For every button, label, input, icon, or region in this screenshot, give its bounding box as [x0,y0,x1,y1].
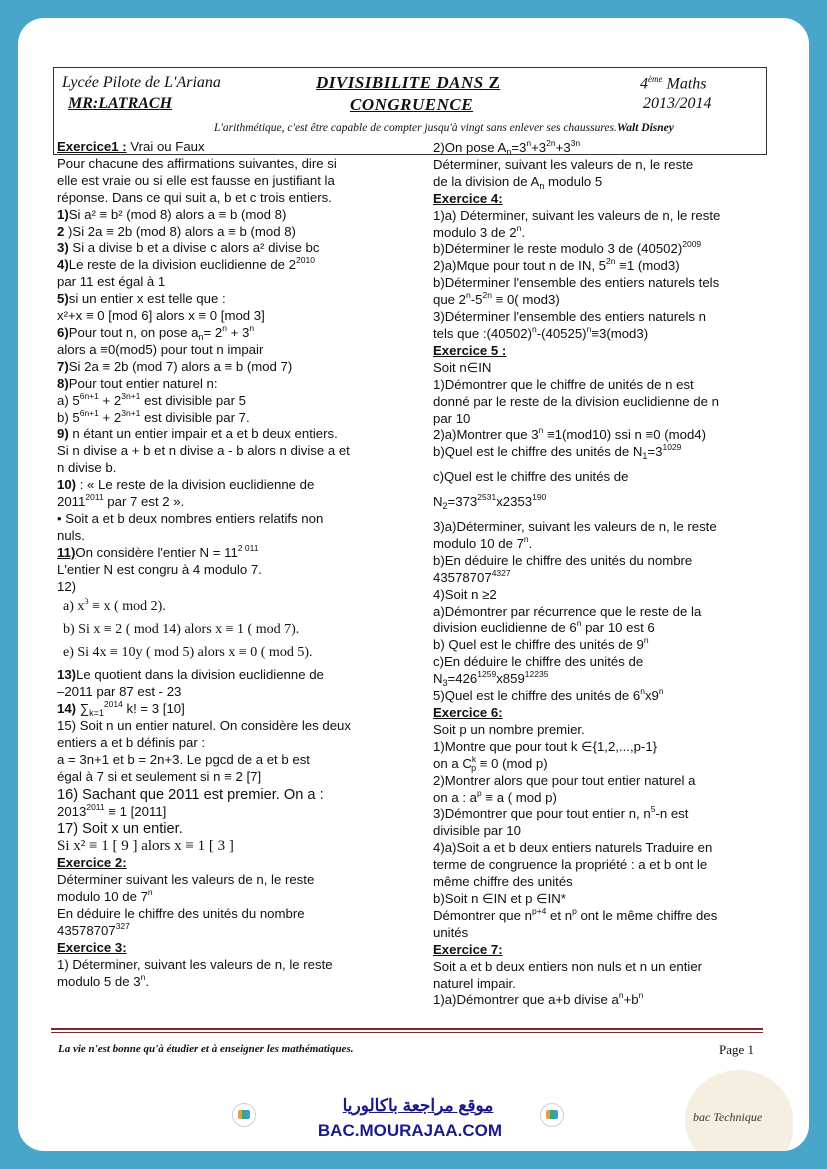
ex1-item-8: 8)Pour tout entier naturel n: [57,375,218,391]
ex1-item-15: 15) Soit n un entier naturel. On considère les deux [57,717,351,733]
exercise-6-title: Exercice 6: [433,705,503,720]
title-line2: CONGRUENCE [350,95,474,114]
exercise-1-title: Exercice1 : [57,139,127,154]
ex1-intro-1: Pour chacune des affirmations suivantes, dire si [57,155,337,171]
ex1-item-6: 6)Pour tout n, on pose $a_n= 2^n + 3^n$ [57,322,255,342]
exercise-5-title: Exercice 5 : [433,342,507,358]
school-name: Lycée Pilote de L'Ariana [62,74,221,91]
bac-technique-badge: bac Technique [685,1070,793,1151]
ex1-item-11: 11)On considère l'entier $N = 11^{2 011}$ [57,542,259,560]
book-logo-icon [232,1103,256,1127]
exercise-2-title: Exercice 2: [57,855,127,871]
ex1-item-12: 12) [57,578,77,594]
page-number: Page 1 [719,1042,755,1057]
ex1-item-2: 2 )Si 2a ≡ 2b (mod 8) alors a ≡ b (mod 8) [57,223,296,239]
exercise-3-title: Exercice 3: [57,939,127,955]
title-line1: DIVISIBILITE DANS Z [316,73,501,92]
exercise-7-title: Exercice 7: [433,941,503,957]
ex1-item-10: 10) : « Le reste de la division euclidienne de [57,477,315,493]
site-name-arabic[interactable]: موقع مراجعة باكالوريا [342,1096,494,1115]
ex1-item-3: 3) Si a divise b et a divise c alors a² divise bc [57,240,320,256]
footer-motto: La vie n'est bonne qu'à étudier et à enseigner les mathématiques. [58,1043,354,1055]
book-logo-icon-right [540,1103,564,1127]
document-page [18,18,809,1151]
ex1-item-12e: e) Si 4x ≡ 10y ( mod 5) alors x ≡ 0 ( mod 5). [63,645,313,661]
ex1-item-16: 16) Sachant que 2011 est premier. On a : [57,786,324,803]
ex1-item-13: 13)Le quotient dans la division euclidienne de [57,667,324,683]
ex1-item-4: 4)Le reste de la division euclidienne de $2^{2010}$ [57,255,315,273]
teacher-name: MR:LATRACH [68,95,173,112]
ex1-item-7: 7)Si 2a ≡ 2b (mod 7) alors a ≡ b (mod 7) [57,358,293,374]
ex1-item-8a: a) $5^{6n+1} + 2^{3n+1}$ est divisible par 5 [57,390,246,408]
ex1-item-12b: b) Si x ≡ 2 ( mod 14) alors x ≡ 1 ( mod 7). [63,622,300,638]
ex1-item-9: 9) n étant un entier impair et a et b deux entiers. [57,426,338,442]
footer-divider-thin [51,1032,763,1033]
ex1-item-1: 1)Si a² ≡ b² (mod 8) alors a ≡ b (mod 8) [57,206,287,222]
ex3-part-2: 2)On pose $A_n=3^n+3^{2n}+3^{3n}$ [433,138,581,157]
header-quote: L'arithmétique, c'est être capable de compter jusqu'à vingt sans enlever ses chaussures.Walt Disney [214,122,674,134]
class-level: 4ème Maths [640,74,707,93]
site-url[interactable]: BAC.MOURAJAA.COM [317,1121,503,1140]
footer-divider [51,1028,763,1030]
ex1-intro-3: réponse. Dans ce qui suit a, b et c trois entiers. [57,189,332,205]
right-column: 2)On pose $A_n=3^n+3^{2n}+3^{3n}$ Déterminer, suivant les valeurs de n, le reste de la division de $A_n$ modulo 5 Exercice 4: 1)a) Déterminer, suivant les valeurs de n, le reste modulo 3 de 2$^n$. b)Déterminer le reste modulo 3 de $(40502)^{2009}$ 2)a)Mque pour tout n de IN, $5^{2n} \equiv 1$ (mod3) b)Déterminer l'ensemble des entiers naturels tels que $2^n-5^{2n} \equiv 0$( mod3) 3)Déterminer l'ensemble des entiers naturels n tels que $:(40502)^n-(40525)^n\equiv 3(mod3)$ Exercice 5 : Soit n∈IN 1)Démontrer que le chiffre de unités de n est donné par le reste de la division euclidienne de n par 10 2)a)Montrer que $3^n \equiv 1(mod10)$ ssi n ≡0 (mod4) b)Quel est le chiffre des unités de $N_1=3^{1029}$ c)Quel est le chiffre des unités de $N_2=373^{2531}x2353^{190}$ 3)a)Déterminer, suivant les valeurs de n, le reste modulo 10 de 7$^n$. b)En déduire le chiffre des unités du nombre $43578707^{4327}$ 4)Soit n ≥2 a)Démontrer par récurrence que le reste de la division euclidienne de 6$^n$ par 10 est 6 b) Quel est le chiffre des unités de 9$^n$ c)En déduire le chiffre des unités de $N_3=426^{1259}x859^{12235}$ 5)Quel est le chiffre des unités de 6$^n$x9$^n$ Exercice 6: Soit p un nombre premier. 1)Montre que pour tout k ∈{1,2,...,p-1} on a $C^k_p \equiv 0$ (mod p) 2)Montrer alors que pour tout entier naturel a on a : $a^p \equiv a$ ( mod p) 3)Démontrer que pour tout entier n, $n^5-n$ est divisible par 10 4)a)Soit a et b deux entiers naturels Traduire en terme de congruence la propriété : a et b ont le même chiffre des unités b)Soit n ∈IN et p ∈IN* Démontrer que $n^{p+4}$ et $n^p$ ont le même chiffre des unités Exercice 7: Soit a et b deux entiers non nuls et n un entier naturel impair. 1)a)Démontrer que a+b divise $a^n+b^n$ [433,140,760,1009]
school-year: 2013/2014 [643,95,712,112]
ex1-item-14: 14) $\sum_{k=1}^{2014}$ k! = 3 [10] [57,699,185,718]
ex1-intro-2: elle est vraie ou si elle est fausse en justifiant la [57,172,335,188]
ex1-item-8b: b) $5^{6n+1} + 2^{3n+1}$ est divisible par 7. [57,407,250,425]
ex1-item-17: 17) Soit x un entier. [57,821,183,838]
ex1-item-5: 5)si un entier x est telle que : [57,291,226,307]
ex1-item-12a: a) $x^3 \equiv x$ ( mod 2). [63,596,166,615]
exercise-4-title: Exercice 4: [433,190,503,206]
left-column: Exercice1 : Vrai ou Faux Pour chacune des affirmations suivantes, dire si elle est vraie ou si elle est fausse en justifiant la réponse. Dans ce qui suit a, b et c trois entiers. 1)Si a² ≡ b² (mod 8) alors a ≡ b (mod 8) 2 )Si 2a ≡ 2b (mod 8) alors a ≡ b (mod 8) 3) Si a divise b et a divise c alors a² divise bc 4)Le reste de la division euclidienne de $2^{2010}$ par 11 est égal à 1 5)si un entier x est telle que : x²+x ≡ 0 [mod 6] alors x ≡ 0 [mod 3] 6)Pour tout n, on pose $a_n= 2^n + 3^n$ alors a ≡0(mod5) pour tout n impair 7)Si 2a ≡ 2b (mod 7) alors a ≡ b (mod 7) 8)Pour tout entier naturel n: a) $5^{6n+1} + 2^{3n+1}$ est divisible par 5 b) $5^{6n+1} + 2^{3n+1}$ est divisible par 7. 9) n étant un entier impair et a et b deux entiers. Si n divise a + b et n divise a - b alors n divise a et n divise b. 10) : « Le reste de la division euclidienne de $2011^{2011}$ par 7 est 2 ». • Soit a et b deux nombres entiers relatifs non nuls. 11)On considère l'entier $N = 11^{2 011}$ L'entier N est congru à 4 modulo 7. 12) a) $x^3 \equiv x$ ( mod 2). b) Si x ≡ 2 ( mod 14) alors x ≡ 1 ( mod 7). e) Si 4x ≡ 10y ( mod 5) alors x ≡ 0 ( mod 5). 13)Le quotient dans la division euclidienne de –2011 par 87 est - 23 14) $\sum_{k=1}^{2014}$ k! = 3 [10] 15) Soit n un entier naturel. On considère les deux entiers a et b définis par : a = 3n+1 et b = 2n+3. Le pgcd de a et b est égal à 7 si et seulement si n ≡ 2 [7] 16) Sachant que 2011 est premier. On a : $2013^{2011} \equiv 1$ [2011] 17) Soit x un entier. Si x² ≡ 1 [ 9 ] alors x ≡ 1 [ 3 ] Exercice 2: Déterminer suivant les valeurs de n, le reste modulo 10 de 7$^n$ En déduire le chiffre des unités du nombre 43578707$^{327}$ Exercice 3: 1) Déterminer, suivant les valeurs de n, le reste modulo 5 de 3$^n$. [57,139,387,991]
